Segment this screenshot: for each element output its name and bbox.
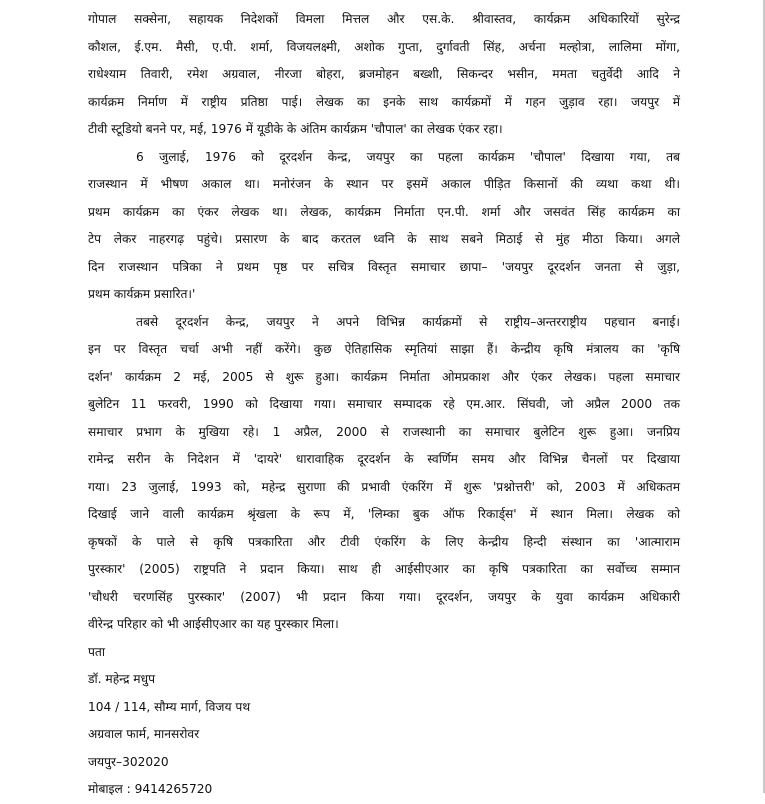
paragraph-3-line: गया। 23 जुलाई, 1993 को, महेन्द्र सुराणा की प्रभावी एंकरिंग में शुरू 'प्रश्नोत्तरी' को, 2003 में अधिकतम xyxy=(88,474,680,502)
address-heading: पता xyxy=(88,639,680,667)
paragraph-3-line: रामेन्द्र सरीन के निदेशन में 'दायरे' धारावाहिक दूरदर्शन के स्वर्णिम समय और विभिन्न चैनलों पर दिखाया xyxy=(88,446,680,474)
author-name: डॉ. महेन्द्र मधुप xyxy=(88,666,680,694)
paragraph-2-line: टेप लेकर नाहरगढ़ पहुंचे। प्रसारण के बाद करतल ध्वनि के साथ सबने मिठाई से मुंह मीठा किया। अगले xyxy=(88,226,680,254)
paragraph-1-line: टीवी स्टूडियो बनने पर, मई, 1976 में यूडीके के अंतिम कार्यक्रम 'चौपाल' का लेखक एंकर रहा। xyxy=(88,116,680,144)
paragraph-3-line: वीरेन्द्र परिहार को भी आईसीएआर का यह पुरस्कार मिला। xyxy=(88,611,680,639)
paragraph-2 xyxy=(88,144,680,309)
paragraph-3 xyxy=(88,309,680,639)
paragraph-1 xyxy=(88,6,680,144)
paragraph-2-line: 6 जुलाई, 1976 को दूरदर्शन केन्द्र, जयपुर का पहला कार्यक्रम 'चौपाल' दिखाया गया, तब xyxy=(88,144,680,172)
paragraph-3-line: इन पर विस्तृत चर्चा अभी नहीं करेंगे। कुछ ऐतिहासिक स्मृतियां साझा हैं। केन्द्रीय कृषि मंत्रालय का 'कृषि xyxy=(88,336,680,364)
paragraph-2-line: प्रथम कार्यक्रम का एंकर लेखक था। लेखक, कार्यक्रम निर्माता एन.पी. शर्मा और जसवंत सिंह कार्यक्रम का xyxy=(88,199,680,227)
paragraph-2-line: राजस्थान में भीषण अकाल था। मनोरंजन के स्थान पर इसमें अकाल पीड़ित किसानों की व्यथा कथा थी। xyxy=(88,171,680,199)
paragraph-3-line: दिखाई जाने वाली कार्यक्रम श्रृंखला के रूप में, 'लिम्का बुक ऑफ रिकार्ड्स' में स्थान मिला। लेखक को xyxy=(88,501,680,529)
paragraph-2-line: दिन राजस्थान पत्रिका ने प्रथम पृष्ठ पर सचित्र विस्तृत समाचार छापा– 'जयपुर दूरदर्शन जनता से जुड़ा, xyxy=(88,254,680,282)
paragraph-1-line: गोपाल सक्सेना, सहायक निदेशकों विमला मित्तल और एस.के. श्रीवास्तव, कार्यक्रम अधिकारियों सुरेन्द्र xyxy=(88,6,680,34)
document-body xyxy=(88,6,680,804)
paragraph-1-line: राधेश्याम तिवारी, रमेश अग्रवाल, नीरजा बोहरा, ब्रजमोहन बख्शी, सिकन्दर भसीन, ममता चतुर्वेदी आदि ने xyxy=(88,61,680,89)
paragraph-3-line: 'चौधरी चरणसिंह पुरस्कार' (2007) भी प्रदान किया गया। दूरदर्शन, जयपुर के युवा कार्यक्रम अधिकारी xyxy=(88,584,680,612)
paragraph-2-line: प्रथम कार्यक्रम प्रसारित।' xyxy=(88,281,680,309)
paragraph-3-line: पुरस्कार' (2005) राष्ट्रपति ने प्रदान किया। साथ ही आईसीएआर का कृषि पत्रकारिता का सर्वोच्च सम्मान xyxy=(88,556,680,584)
paragraph-1-line: कार्यक्रम निर्माण में राष्ट्रीय प्रतिष्ठा पाई। लेखक का इनके साथ कार्यक्रमों में गहन जुड़ाव रहा। जयपुर में xyxy=(88,89,680,117)
paragraph-1-line: कौशल, ई.एम. मैसी, ए.पी. शर्मा, विजयलक्ष्मी, अशोक गुप्ता, दुर्गावती सिंह, अर्चना मल्होत्रा, लालिमा मोंगा, xyxy=(88,34,680,62)
mobile-number: मोबाइल : 9414265720 xyxy=(88,776,680,804)
paragraph-3-line: बुलेटिन 11 फरवरी, 1990 को दिखाया गया। समाचार सम्पादक रहे एम.आर. सिंघवी, जो अप्रैल 2000 तक xyxy=(88,391,680,419)
address-line-1: 104 / 114, सौम्य मार्ग, विजय पथ xyxy=(88,694,680,722)
paragraph-3-line: तबसे दूरदर्शन केन्द्र, जयपुर ने अपने विभिन्न कार्यक्रमों से राष्ट्रीय–अन्तरराष्ट्रीय पहचान बनाई। xyxy=(88,309,680,337)
paragraph-3-line: समाचार प्रभाग के मुखिया रहे। 1 अप्रैल, 2000 से राजस्थानी का समाचार बुलेटिन शुरू हुआ। जनप्रिय xyxy=(88,419,680,447)
address-line-2: अग्रवाल फार्म, मानसरोवर xyxy=(88,721,680,749)
address-block xyxy=(88,639,680,804)
paragraph-3-line: दर्शन' कार्यक्रम 2 मई, 2005 से शुरू हुआ। कार्यक्रम निर्माता ओमप्रकाश और एंकर लेखक। पहला समाचार xyxy=(88,364,680,392)
address-line-3: जयपुर–302020 xyxy=(88,749,680,777)
paragraph-3-line: कृषकों के पाले से कृषि पत्रकारिता और टीवी एंकरिंग के लिए केन्द्रीय हिन्दी संस्थान का 'आत्माराम xyxy=(88,529,680,557)
